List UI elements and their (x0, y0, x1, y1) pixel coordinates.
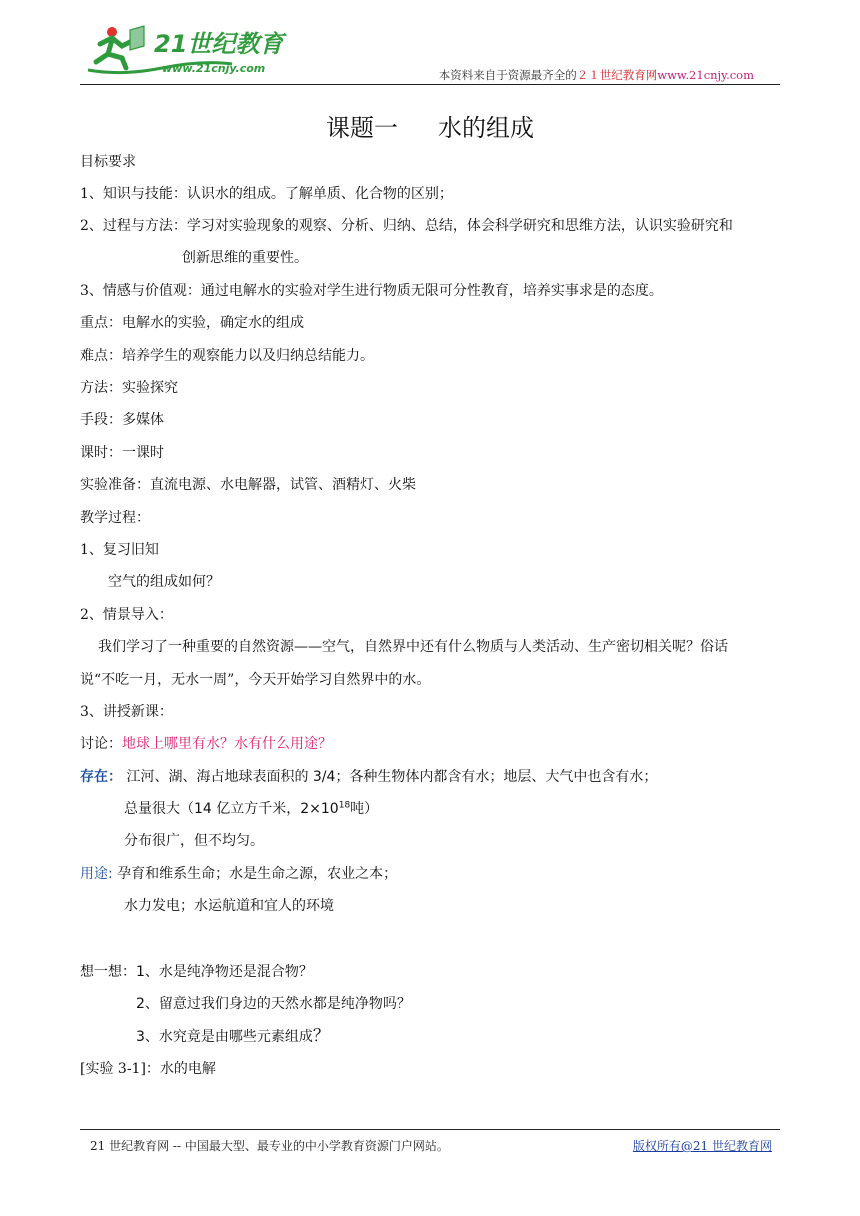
objectives-heading: 目标要求 (80, 154, 136, 170)
existence-label: 存在： (80, 769, 122, 785)
think-question-3-mark: ？ (312, 1026, 330, 1046)
think-question-3: 3、水究竟是由哪些元素组成 (136, 1029, 313, 1045)
key-point: 重点：电解水的实验，确定水的组成 (80, 315, 304, 331)
step-2-text-1: 我们学习了一种重要的自然资源——空气，自然界中还有什么物质与人类活动、生产密切相关呢？俗话 (98, 639, 728, 655)
difficulty: 难点：培养学生的观察能力以及归纳总结能力。 (80, 348, 374, 364)
think-question-1: 1、水是纯净物还是混合物？ (136, 964, 313, 980)
footer-divider (80, 1129, 780, 1130)
footer-copyright-link[interactable]: 版权所有@21 世纪教育网 (632, 1139, 772, 1153)
objective-1: 1、知识与技能：认识水的组成。了解单质、化合物的区别； (80, 186, 453, 202)
think-line-3 (136, 1026, 330, 1047)
teaching-process: 教学过程： (80, 510, 150, 526)
experiment-prep: 实验准备：直流电源、水电解器，试管、酒精灯、火柴 (80, 477, 416, 493)
logo-url-text: www.21cnjy.com (162, 62, 266, 75)
method: 方法：实验探究 (80, 380, 178, 396)
logo-brand-text: 21世纪教育 (154, 30, 284, 58)
step-1-question: 空气的组成如何？ (108, 574, 220, 590)
uses-label: 用途: (80, 866, 113, 882)
objective-2-line-1: 2、过程与方法：学习对实验现象的观察、分析、归纳、总结，体会科学研究和思维方法，认识实验研究和 (80, 218, 733, 234)
total-amount-prefix: 总量很大（14 亿立方千米，2×10 (124, 801, 339, 817)
runner-logo-icon (82, 18, 292, 82)
discussion-line (80, 734, 332, 754)
think-label: 想一想： (80, 964, 136, 980)
footer-site-description: 21 世纪教育网 -- 中国最大型、最专业的中小学教育资源门户网站。 (90, 1139, 449, 1153)
means: 手段：多媒体 (80, 412, 164, 428)
step-3: 3、讲授新课： (80, 704, 173, 720)
uses-text-1: 孕育和维系生命；水是生命之源，农业之本； (112, 866, 398, 882)
class-hours: 课时：一课时 (80, 445, 164, 461)
total-amount-exponent: 18 (338, 800, 351, 811)
header-note-prefix: 本资料来自于资源最齐全的 (438, 68, 577, 82)
experiment-3-1: [实验 3-1]：水的电解 (80, 1061, 216, 1077)
distribution: 分布很广，但不均匀。 (124, 833, 264, 849)
header-source-note (439, 67, 754, 83)
page-title (0, 108, 860, 143)
existence-line (80, 767, 657, 787)
total-amount-line (124, 799, 378, 819)
step-2: 2、情景导入： (80, 607, 173, 623)
total-amount-suffix: 吨） (350, 801, 379, 817)
header-divider (80, 84, 780, 85)
discussion-label: 讨论： (80, 736, 122, 752)
title-part-1: 课题一 (326, 114, 398, 142)
think-question-2: 2、留意过我们身边的天然水都是纯净物吗？ (136, 996, 411, 1012)
think-line-1 (80, 962, 313, 982)
uses-line (80, 864, 397, 884)
uses-text-2: 水力发电；水运航道和宜人的环境 (124, 898, 334, 914)
site-logo[interactable] (82, 18, 292, 82)
header-note-brand: ２１世纪教育网 (576, 68, 658, 82)
existence-text: 江河、湖、海占地球表面积的 3/4；各种生物体内都含有水；地层、大气中也含有水； (122, 769, 658, 785)
step-2-text-2: 说“不吃一月，无水一周”，今天开始学习自然界中的水。 (80, 672, 431, 688)
header-note-url[interactable]: www.21cnjy.com (657, 68, 754, 82)
objective-3: 3、情感与价值观：通过电解水的实验对学生进行物质无限可分性教育，培养实事求是的态度。 (80, 283, 663, 299)
discussion-question: 地球上哪里有水？水有什么用途？ (122, 736, 332, 752)
objective-2-line-2: 创新思维的重要性。 (182, 250, 308, 266)
title-part-2: 水的组成 (438, 114, 534, 142)
step-1: 1、复习旧知 (80, 542, 159, 558)
